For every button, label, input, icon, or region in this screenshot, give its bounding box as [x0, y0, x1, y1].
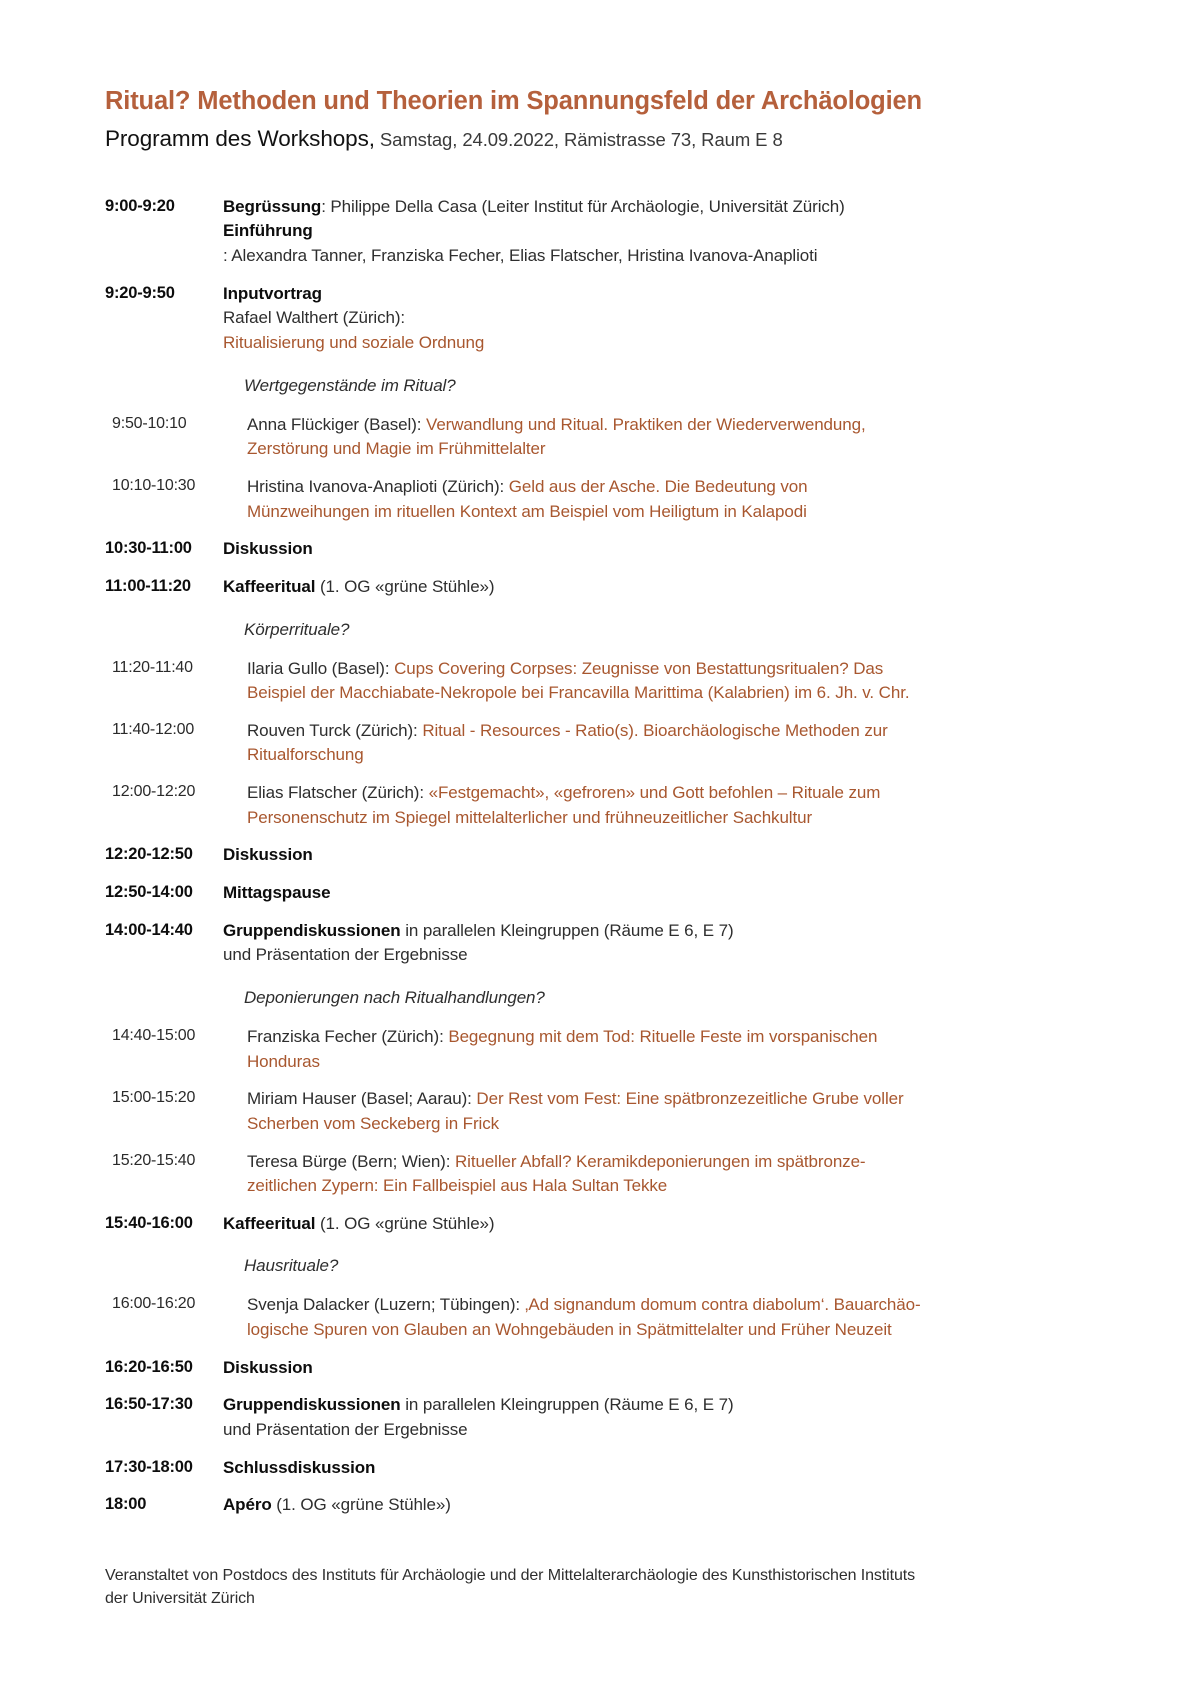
program-row: [105, 919, 1086, 968]
program-row: [105, 1493, 1086, 1518]
program-row: [105, 1087, 1086, 1136]
footer-note: [105, 1564, 1005, 1610]
program-row: [105, 1025, 1086, 1074]
program-entry: [230, 413, 1086, 462]
program-time: 9:20-9:50: [105, 283, 175, 302]
entry-lead: Gruppendiskussionen: [223, 920, 401, 940]
program-entry: [230, 719, 1086, 768]
program-row: [105, 575, 1086, 600]
entry-speaker: Franziska Fecher (Zürich):: [247, 1026, 449, 1046]
program-time: 15:20-15:40: [112, 1151, 196, 1169]
program-time: 9:00-9:20: [105, 196, 175, 215]
program-entry: [223, 1456, 1086, 1481]
program-row: [105, 881, 1086, 906]
entry-speaker: Svenja Dalacker (Luzern; Tübingen):: [247, 1295, 525, 1315]
footer-line-2: der Universität Zürich: [105, 1590, 255, 1608]
program-row: [105, 1456, 1086, 1481]
entry-detail: in parallelen Kleingruppen (Räume E 6, E 7): [400, 920, 734, 940]
program-row: [105, 1150, 1086, 1199]
program-row: [105, 657, 1086, 706]
session-heading-spacer: [105, 1256, 223, 1276]
entry-lead: Begrüssung: [223, 196, 322, 216]
program-row: [105, 1356, 1086, 1381]
entry-talk-title-line-2: Zerstörung und Magie im Frühmittelalter: [247, 439, 546, 459]
entry-talk-title-line-2: Scherben vom Seckeberg in Frick: [247, 1113, 500, 1133]
program-entry: [230, 1087, 1086, 1136]
program-time: 12:00-12:20: [112, 783, 196, 801]
program-entry: [223, 195, 1086, 269]
entry-talk-title: Begegnung mit dem Tod: Rituelle Feste im vorspanischen: [448, 1026, 878, 1046]
program-entry: [223, 881, 1086, 906]
entry-talk-title-line-2: Beispiel der Macchiabate-Nekropole bei Francavilla Marittima (Kalabrien) im 6. Jh. v. Chr.: [247, 683, 910, 703]
entry-speaker: Teresa Bürge (Bern; Wien):: [247, 1151, 455, 1171]
entry-detail-line-2: und Präsentation der Ergebnisse: [223, 1419, 468, 1439]
entry-detail: (1. OG «grüne Stühle»): [271, 1495, 451, 1515]
entry-talk-title: Der Rest vom Fest: Eine spätbronzezeitliche Grube voller: [476, 1089, 904, 1109]
entry-talk-title-line-2: Honduras: [247, 1051, 320, 1071]
footer-line-1: Veranstaltet von Postdocs des Instituts für Archäologie und der Mittelalterarchäologie des Kunsthistorischen Instituts: [105, 1566, 915, 1584]
entry-lead-2: Einführung: [223, 221, 313, 241]
entry-talk-title: ‚Ad signandum domum contra diabolum‘. Bauarchäo-: [524, 1295, 921, 1315]
program-entry: [223, 1356, 1086, 1381]
program-entry: [223, 1393, 1086, 1442]
session-heading-spacer: [105, 988, 223, 1008]
program-entry: [223, 575, 1086, 600]
program-time: 17:30-18:00: [105, 1457, 193, 1476]
program-entry: [223, 919, 1086, 968]
program-row: [105, 719, 1086, 768]
entry-lead: Diskussion: [223, 1357, 313, 1377]
program-time: 10:30-11:00: [105, 539, 192, 558]
program-time: 14:40-15:00: [112, 1026, 196, 1044]
session-heading-label: Hausrituale?: [244, 1256, 339, 1276]
entry-talk-title-line-2: logische Spuren von Glauben an Wohngebäuden in Spätmittelalter und Früher Neuzeit: [247, 1320, 892, 1340]
program-entry: [223, 282, 1086, 356]
session-heading: [105, 988, 1086, 1008]
program-time: 16:00-16:20: [112, 1295, 196, 1313]
session-heading-spacer: [105, 376, 223, 396]
subtitle-details: Samstag, 24.09.2022, Rämistrasse 73, Raum E 8: [374, 128, 783, 150]
program-time: 9:50-10:10: [112, 414, 187, 432]
entry-detail-2: : Alexandra Tanner, Franziska Fecher, Elias Flatscher, Hristina Ivanova-Anaplioti: [223, 246, 818, 266]
program-entry: [230, 657, 1086, 706]
entry-lead: Gruppendiskussionen: [223, 1395, 401, 1415]
program-row: [105, 282, 1086, 356]
entry-talk-title: Ritual - Resources - Ratio(s). Bioarchäologische Methoden zur: [422, 720, 888, 740]
entry-talk-title-line-2: Münzweihungen im rituellen Kontext am Beispiel vom Heiligtum in Kalapodi: [247, 501, 807, 521]
program-row: [105, 537, 1086, 562]
entry-speaker: Ilaria Gullo (Basel):: [247, 658, 395, 678]
entry-talk-title-line-2: Personenschutz im Spiegel mittelalterlicher und frühneuzeitlicher Sachkultur: [247, 807, 813, 827]
program-entry: [223, 1212, 1086, 1237]
program-entry: [223, 537, 1086, 562]
program-time: 14:00-14:40: [105, 920, 193, 939]
program-entry: [223, 1493, 1086, 1518]
entry-lead: Diskussion: [223, 845, 313, 865]
entry-lead: Inputvortrag: [223, 283, 322, 303]
entry-speaker: Miriam Hauser (Basel; Aarau):: [247, 1089, 477, 1109]
program-time: 12:20-12:50: [105, 845, 193, 864]
entry-detail: in parallelen Kleingruppen (Räume E 6, E 7): [400, 1395, 734, 1415]
program-time: 15:00-15:20: [112, 1089, 196, 1107]
entry-speaker: Rouven Turck (Zürich):: [247, 720, 423, 740]
program-entry: [230, 1150, 1086, 1199]
page-title: Ritual? Methoden und Theorien im Spannungsfeld der Archäologien: [105, 87, 922, 115]
session-heading: [105, 376, 1086, 396]
entry-lead: Schlussdiskussion: [223, 1457, 376, 1477]
program-entry: [223, 843, 1086, 868]
entry-detail-line-2: und Präsentation der Ergebnisse: [223, 945, 468, 965]
program-entry: [230, 1025, 1086, 1074]
entry-speaker: Anna Flückiger (Basel):: [247, 414, 427, 434]
program-time: 11:20-11:40: [112, 658, 193, 676]
entry-detail: (1. OG «grüne Stühle»): [315, 576, 495, 596]
entry-talk-title: Verwandlung und Ritual. Praktiken der Wiederverwendung,: [426, 414, 866, 434]
session-heading: [105, 1256, 1086, 1276]
program-time: 12:50-14:00: [105, 883, 193, 902]
session-heading-label: Deponierungen nach Ritualhandlungen?: [244, 987, 545, 1007]
program-row: [105, 843, 1086, 868]
program-entry: [230, 475, 1086, 524]
subtitle-strong: Programm des Workshops,: [105, 125, 375, 151]
entry-lead: Diskussion: [223, 539, 313, 559]
entry-detail: (1. OG «grüne Stühle»): [315, 1213, 495, 1233]
program-time: 16:20-16:50: [105, 1357, 193, 1376]
program-row: [105, 781, 1086, 830]
entry-lead: Mittagspause: [223, 883, 331, 903]
program-row: [105, 1212, 1086, 1237]
program-entry: [230, 1293, 1086, 1342]
entry-talk-title: Cups Covering Corpses: Zeugnisse von Bestattungsritualen? Das: [394, 658, 884, 678]
program-schedule: [105, 195, 1086, 1518]
program-row: [105, 413, 1086, 462]
program-time: 11:00-11:20: [105, 576, 191, 595]
entry-speaker: Hristina Ivanova-Anaplioti (Zürich):: [247, 476, 509, 496]
session-heading: [105, 620, 1086, 640]
entry-talk-title: Ritualisierung und soziale Ordnung: [223, 333, 485, 353]
program-row: [105, 475, 1086, 524]
program-time: 11:40-12:00: [112, 720, 195, 738]
entry-speaker: Elias Flatscher (Zürich):: [247, 783, 429, 803]
page-subtitle: [105, 125, 1086, 153]
entry-lead: Apéro: [223, 1495, 272, 1515]
entry-detail: : Philippe Della Casa (Leiter Institut für Archäologie, Universität Zürich): [321, 196, 845, 216]
program-row: [105, 1293, 1086, 1342]
entry-talk-title: Geld aus der Asche. Die Bedeutung von: [508, 476, 808, 496]
entry-talk-title-line-2: Ritualforschung: [247, 745, 364, 765]
entry-lead: Kaffeeritual: [223, 576, 316, 596]
program-time: 18:00: [105, 1495, 147, 1514]
program-time: 10:10-10:30: [112, 476, 196, 494]
program-row: [105, 195, 1086, 269]
program-entry: [230, 781, 1086, 830]
entry-talk-title: Ritueller Abfall? Keramikdeponierungen im spätbronze-: [455, 1151, 866, 1171]
session-heading-label: Körperrituale?: [244, 619, 350, 639]
entry-talk-title-line-2: zeitlichen Zypern: Ein Fallbeispiel aus Hala Sultan Tekke: [247, 1176, 668, 1196]
session-heading-label: Wertgegenstände im Ritual?: [244, 375, 456, 395]
entry-speaker: Rafael Walthert (Zürich):: [223, 308, 406, 328]
program-time: 15:40-16:00: [105, 1213, 193, 1232]
entry-lead: Kaffeeritual: [223, 1213, 316, 1233]
program-row: [105, 1393, 1086, 1442]
entry-talk-title: «Festgemacht», «gefroren» und Gott befohlen – Rituale zum: [428, 783, 881, 803]
session-heading-spacer: [105, 620, 223, 640]
program-time: 16:50-17:30: [105, 1395, 193, 1414]
